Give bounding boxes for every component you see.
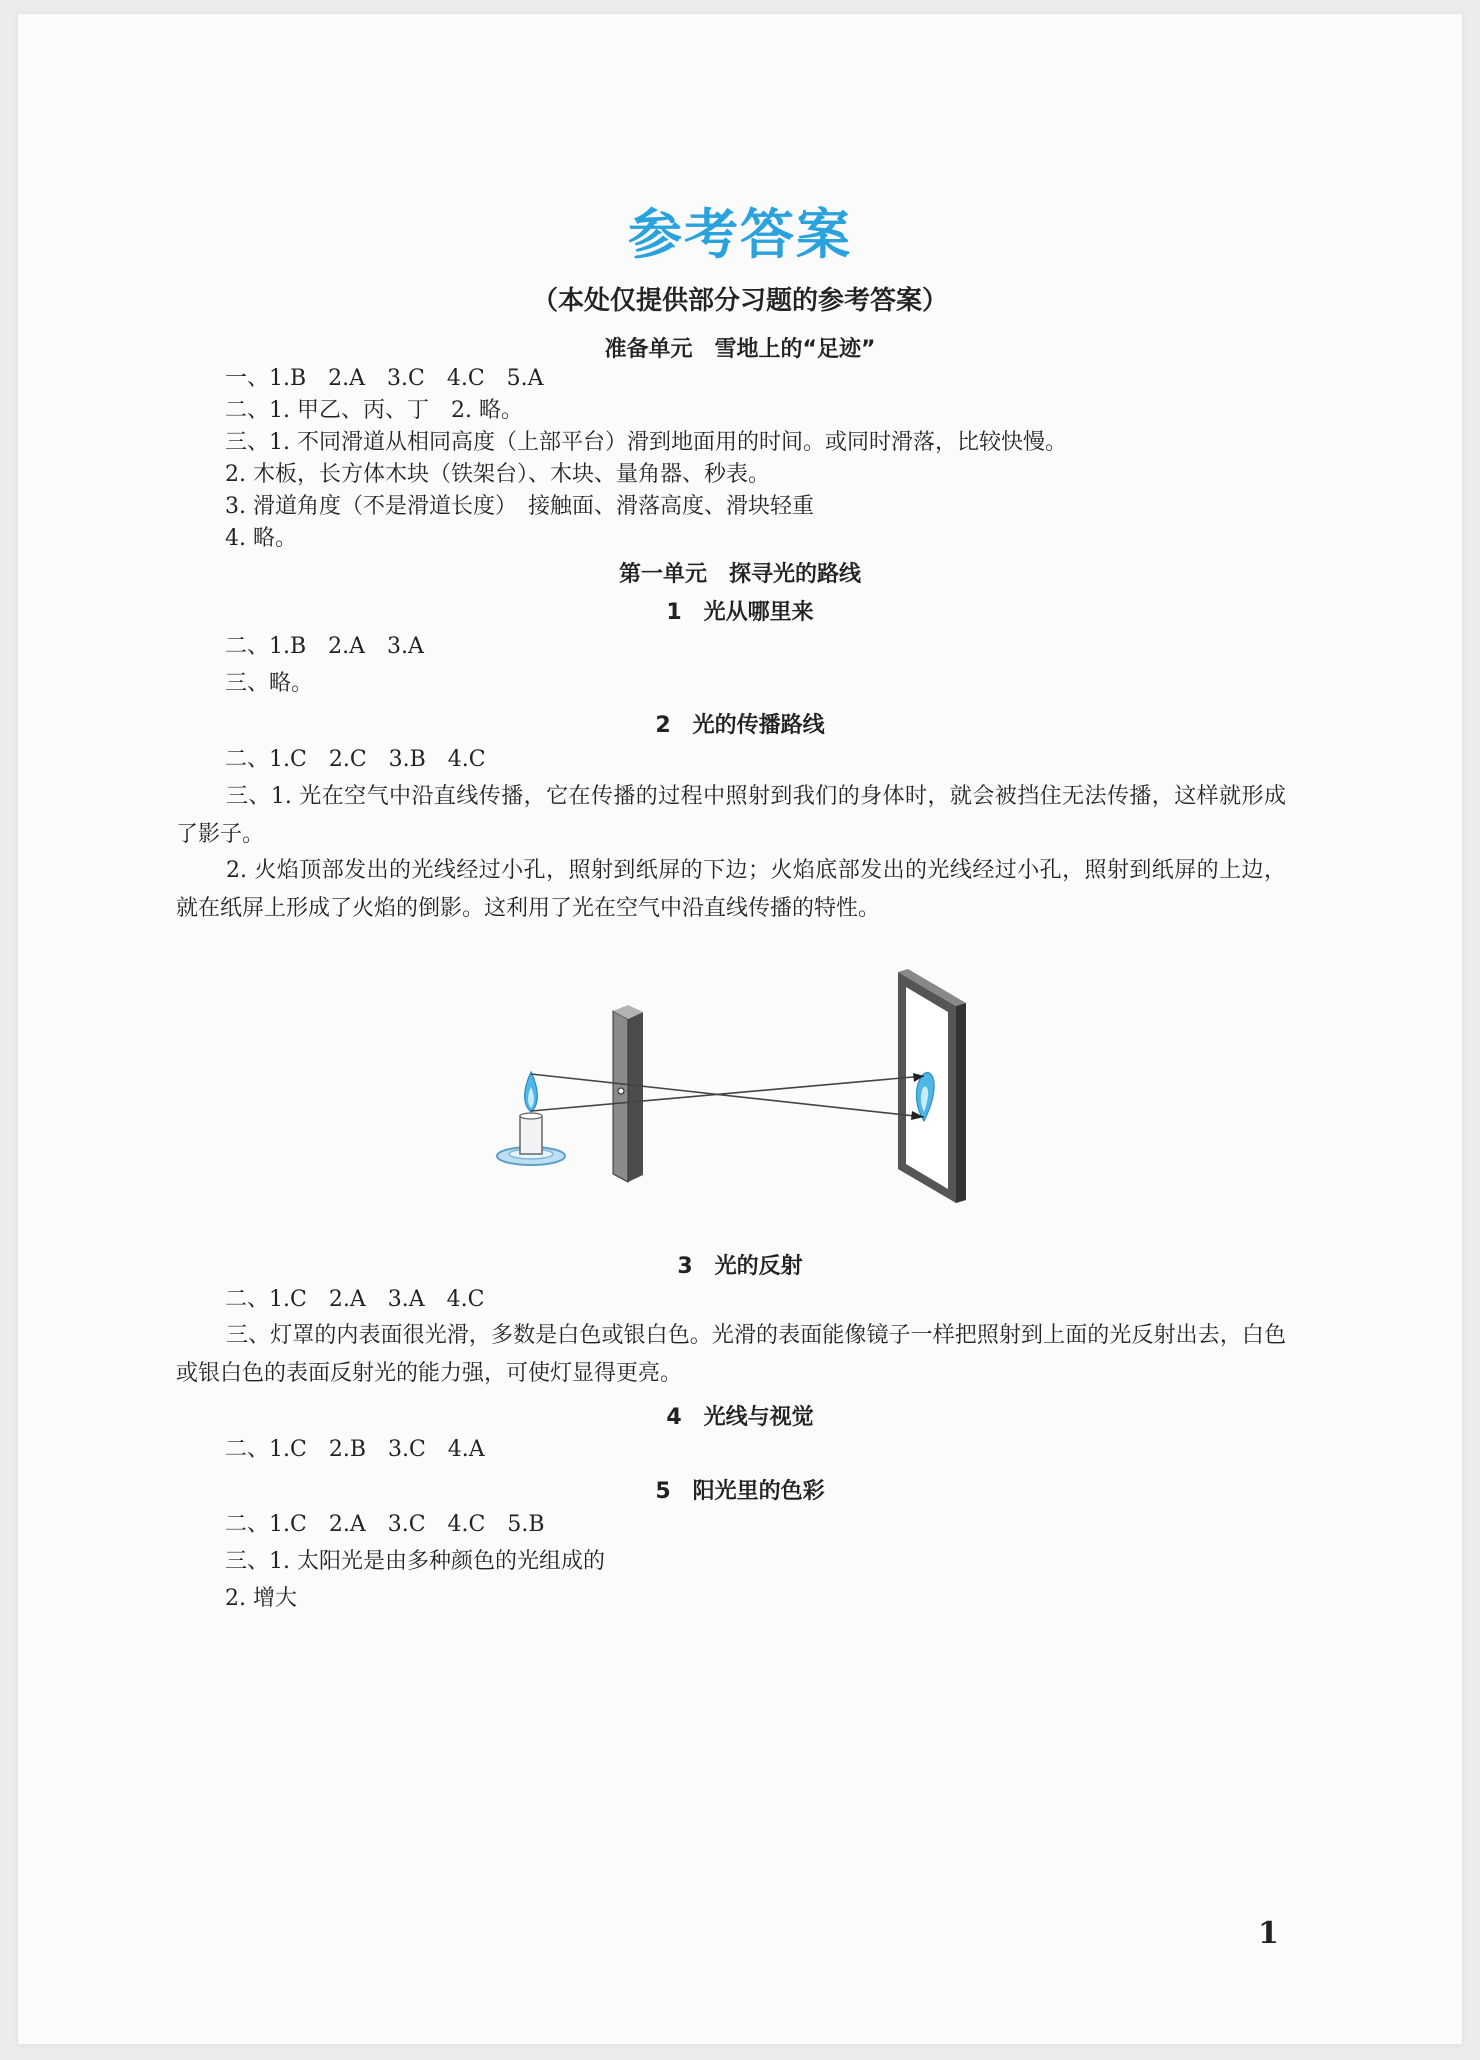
answer-line: 3. 滑道角度（不是滑道长度） 接触面、滑落高度、滑块轻重 — [225, 494, 814, 519]
lesson-heading-5: 5 阳光里的色彩 — [655, 1479, 825, 1504]
lesson-heading-1: 1 光从哪里来 — [666, 600, 814, 625]
lesson-heading-4: 4 光线与视觉 — [666, 1405, 814, 1430]
page-subtitle: （本处仅提供部分习题的参考答案） — [531, 286, 948, 316]
answer-line: 二、1.C 2.A 3.C 4.C 5.B — [225, 1512, 545, 1537]
answer-line: 2. 增大 — [225, 1586, 297, 1611]
page-number: 1 — [1258, 1916, 1279, 1951]
answer-line: 二、1.C 2.B 3.C 4.A — [225, 1437, 485, 1462]
answer-paragraph: 三、1. 光在空气中沿直线传播，它在传播的过程中照射到我们的身体时，就会被挡住无法传播，这样就形成了影子。 — [176, 784, 1286, 847]
answer-line: 二、1.B 2.A 3.A — [225, 634, 424, 659]
answer-line: 4. 略。 — [225, 526, 297, 551]
pinhole — [618, 1088, 624, 1094]
answer-line: 二、1.C 2.C 3.B 4.C — [225, 747, 486, 772]
candle-body — [520, 1116, 542, 1154]
barrier-board — [613, 1011, 628, 1182]
section-heading-prep: 准备单元 雪地上的“足迹” — [604, 337, 876, 362]
lesson-heading-2: 2 光的传播路线 — [655, 713, 825, 738]
answer-line: 二、1.C 2.A 3.A 4.C — [225, 1287, 485, 1312]
page-title: 参考答案 — [628, 203, 852, 266]
page — [18, 14, 1462, 2044]
answer-line: 三、1. 不同滑道从相同高度（上部平台）滑到地面用的时间。或同时滑落，比较快慢。 — [225, 430, 1067, 455]
lesson-heading-3: 3 光的反射 — [677, 1254, 803, 1279]
answer-line: 三、1. 太阳光是由多种颜色的光组成的 — [225, 1549, 605, 1574]
pinhole-camera-diagram — [478, 949, 998, 1209]
answer-line: 一、1.B 2.A 3.C 4.C 5.A — [225, 366, 544, 391]
unit-heading: 第一单元 探寻光的路线 — [618, 562, 861, 587]
answer-line: 2. 木板，长方体木块（铁架台）、木块、量角器、秒表。 — [225, 462, 770, 487]
answer-line: 二、1. 甲乙、丙、丁 2. 略。 — [225, 398, 523, 423]
answer-line: 三、略。 — [225, 671, 314, 696]
answer-paragraph: 2. 火焰顶部发出的光线经过小孔，照射到纸屏的下边；火焰底部发出的光线经过小孔，照射到纸屏的上边，就在纸屏上形成了火焰的倒影。这利用了光在空气中沿直线传播的特性。 — [176, 858, 1286, 921]
answer-paragraph: 三、灯罩的内表面很光滑，多数是白色或银白色。光滑的表面能像镜子一样把照射到上面的光反射出去，白色或银白色的表面反射光的能力强，可使灯显得更亮。 — [176, 1323, 1286, 1386]
